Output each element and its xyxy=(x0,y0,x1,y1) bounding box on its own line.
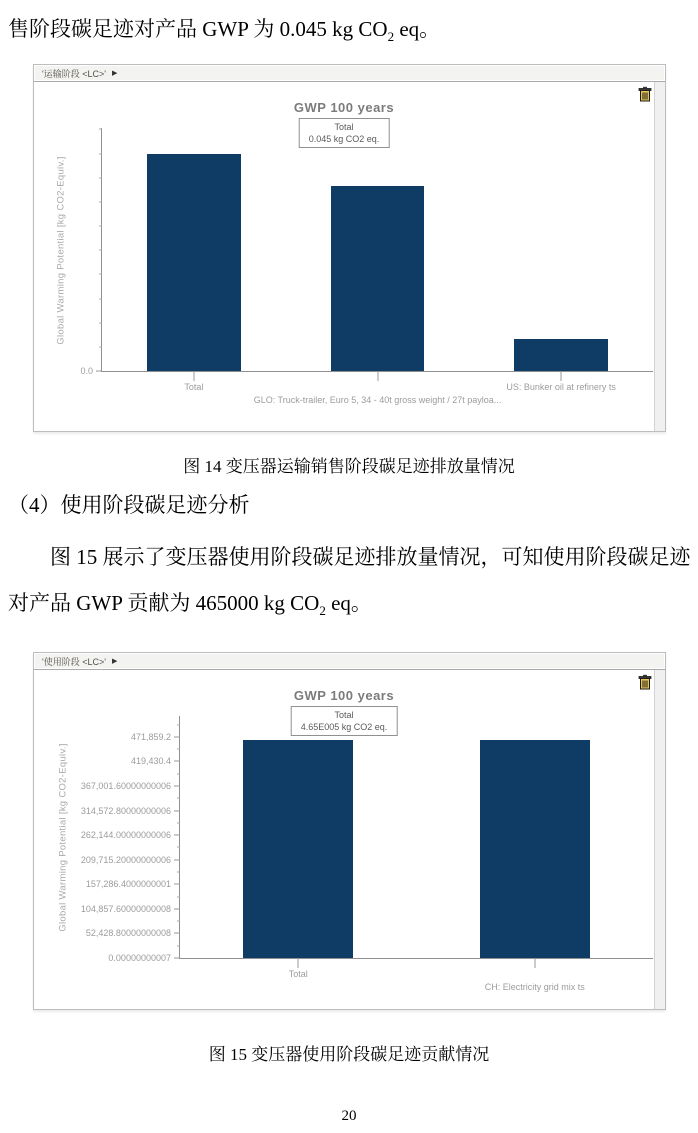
y-tick-label: 471,859.2 xyxy=(130,731,171,742)
page-number: 20 xyxy=(341,1108,357,1124)
y-axis-title: Global Warming Potential [kg CO2-Equiv.] xyxy=(57,743,69,932)
para15-text: 图 15 展示了变压器使用阶段碳足迹排放量情况，可知使用阶段碳足迹对产品 GWP 贡献为 465000 kg CO xyxy=(8,545,691,615)
y-tick-label: 104,857.60000000008 xyxy=(80,903,171,914)
y-minor-tick-mark xyxy=(99,129,102,130)
y-tick-mark xyxy=(174,933,180,934)
y-axis-title-wrap xyxy=(54,128,68,372)
tab-transport-stage[interactable] xyxy=(34,65,665,82)
y-minor-tick-mark xyxy=(99,274,102,275)
panel-scroll-strip[interactable] xyxy=(654,670,665,1009)
chevron-right-icon: ▶ xyxy=(111,70,118,77)
y-minor-tick-mark xyxy=(177,822,180,823)
y-tick-label: 419,430.4 xyxy=(130,756,171,767)
y-tick-label: 52,428.80000000008 xyxy=(85,928,171,939)
x-tick-mark xyxy=(561,371,562,381)
total-box-value: 0.045 kg CO2 eq. xyxy=(308,134,380,144)
intro-paragraph xyxy=(8,6,694,60)
y-tick-mark xyxy=(174,908,180,909)
y-tick-mark xyxy=(174,958,180,959)
para15-text-end: eq。 xyxy=(325,591,372,615)
figure-15-caption: 图 15 变压器使用阶段碳足迹贡献情况 xyxy=(208,1045,490,1064)
y-minor-tick-mark xyxy=(177,798,180,799)
y-minor-tick-mark xyxy=(177,921,180,922)
bar xyxy=(147,154,241,371)
x-axis-label: US: Bunker oil at refinery ts xyxy=(506,382,616,392)
tab-label: '使用阶段 <LC>' xyxy=(42,656,106,667)
figure-14-caption: 图 14 变压器运输销售阶段碳足迹排放量情况 xyxy=(183,457,515,476)
co2-subscript: 2 xyxy=(387,29,395,45)
chart-body xyxy=(34,670,654,1009)
chart-panel-transport xyxy=(33,64,666,432)
x-axis-label: GLO: Truck-trailer, Euro 5, 34 - 40t gross weight / 27t payloa... xyxy=(253,395,502,405)
usage-stage-paragraph xyxy=(8,534,694,634)
chart-title: GWP 100 years xyxy=(293,688,395,703)
panel-scroll-strip[interactable] xyxy=(654,82,665,431)
y-tick-mark xyxy=(174,884,180,885)
chart-panel-usage xyxy=(33,652,666,1010)
x-tick-mark xyxy=(377,371,378,381)
y-minor-tick-mark xyxy=(99,153,102,154)
co2-subscript: 2 xyxy=(319,603,326,619)
x-axis-label: CH: Electricity grid mix ts xyxy=(484,982,585,992)
y-minor-tick-mark xyxy=(99,250,102,251)
y-minor-tick-mark xyxy=(99,346,102,347)
y-tick-mark xyxy=(174,859,180,860)
plot-area xyxy=(80,716,653,992)
x-tick-mark xyxy=(534,958,535,968)
total-box-label: Total xyxy=(334,710,354,720)
plot-area xyxy=(80,128,653,405)
chart-title: GWP 100 years xyxy=(293,100,395,115)
y-tick-label: 367,001.60000000006 xyxy=(80,781,171,792)
bar xyxy=(480,740,590,958)
y-tick-label: 314,572.80000000006 xyxy=(80,805,171,816)
y-minor-tick-mark xyxy=(177,945,180,946)
section-heading-4: （4）使用阶段碳足迹分析 xyxy=(8,493,250,517)
y-tick-label: 0.00000000007 xyxy=(108,953,171,963)
y-minor-tick-mark xyxy=(177,749,180,750)
y-tick-mark xyxy=(174,810,180,811)
y-minor-tick-mark xyxy=(99,226,102,227)
y-tick-mark xyxy=(174,835,180,836)
tab-label: '运输阶段 <LC>' xyxy=(42,68,106,79)
chart-body xyxy=(34,82,654,431)
y-axis-title: Global Warming Potential [kg CO2-Equiv.] xyxy=(55,155,67,345)
y-minor-tick-mark xyxy=(99,322,102,323)
x-axis-label: Total xyxy=(288,969,308,979)
y-minor-tick-mark xyxy=(177,724,180,725)
bar xyxy=(243,740,353,958)
intro-text-end: eq。 xyxy=(394,17,441,41)
y-minor-tick-mark xyxy=(177,896,180,897)
bar xyxy=(331,186,425,371)
intro-text: 售阶段碳足迹对产品 GWP 为 0.045 kg CO xyxy=(8,17,388,41)
y-tick-mark xyxy=(174,761,180,762)
total-box-value: 4.65E005 kg CO2 eq. xyxy=(300,722,388,732)
y-tick-label: 209,715.20000000006 xyxy=(80,854,171,865)
y-tick-mark xyxy=(174,736,180,737)
y-tick-mark xyxy=(96,371,102,372)
y-tick-label: 157,286.4000000001 xyxy=(85,879,171,890)
y-minor-tick-mark xyxy=(99,201,102,202)
y-minor-tick-mark xyxy=(177,872,180,873)
y-minor-tick-mark xyxy=(177,847,180,848)
bar xyxy=(514,339,608,371)
y-tick-label: 0.0 xyxy=(80,366,93,376)
y-tick-label: 262,144.00000000006 xyxy=(80,830,171,841)
x-tick-mark xyxy=(298,958,299,968)
x-axis-label: Total xyxy=(184,382,204,392)
y-minor-tick-mark xyxy=(99,298,102,299)
total-box-label: Total xyxy=(334,122,354,132)
x-tick-mark xyxy=(193,371,194,381)
y-tick-mark xyxy=(174,786,180,787)
y-axis-title-wrap xyxy=(56,716,70,959)
chevron-right-icon: ▶ xyxy=(111,658,118,665)
tab-usage-stage[interactable] xyxy=(34,653,665,670)
y-minor-tick-mark xyxy=(177,773,180,774)
y-minor-tick-mark xyxy=(99,177,102,178)
